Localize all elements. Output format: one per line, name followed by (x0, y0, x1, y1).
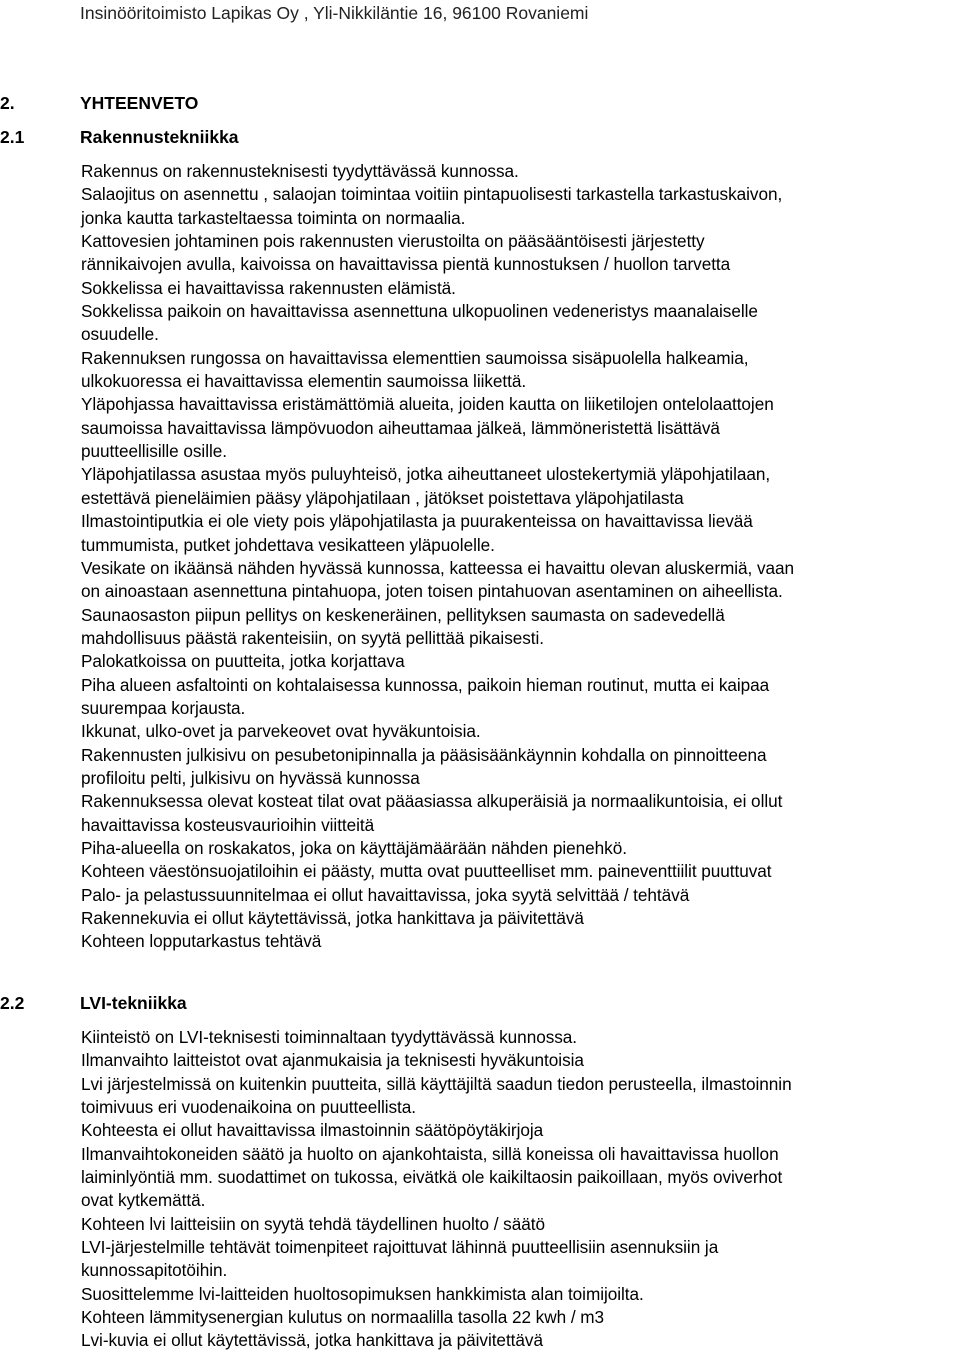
paragraph: Palo- ja pelastussuunnitelmaa ei ollut havaittavissa, joka syytä selvittää / tehtävä (81, 884, 690, 905)
paragraph: Yläpohjassa havaittavissa eristämättömiä alueita, joiden kautta on liiketilojen ontelolaattojen saumoissa havaittavissa lämpövuodon aiheuttamaa jälkeä, lämmöneristettä lisättävä puutteellisille osille. (81, 394, 774, 462)
section-heading-2-2 (0, 992, 187, 1014)
paragraph: Vesikate on ikäänsä nähden hyvässä kunnossa, katteessa ei havaittu olevan aluskermiä, vaan on ainoastaan asennettuna pintahuopa, joten toisen pintahuovan asentaminen on aiheellista. (81, 557, 795, 602)
section-number: 2. (0, 93, 15, 113)
section-heading-2-1 (0, 126, 239, 148)
paragraph: Sokkelissa ei havaittavissa rakennusten elämistä. (81, 277, 456, 298)
paragraph: Kattovesien johtaminen pois rakennusten vierustoilta on pääsääntöisesti järjestetty rännikaivojen avulla, kaivoissa on havaittavissa pientä kunnostuksen / huollon tarvetta (81, 231, 731, 275)
paragraph: Sokkelissa paikoin on havaittavissa asennettuna ulkopuolinen vedeneristys maanalaiselle osuudelle. (81, 301, 758, 345)
paragraph: Rakennuksessa olevat kosteat tilat ovat pääasiassa alkuperäisiä ja normaalikuntoisia, ei ollut havaittavissa kosteusvaurioihin viitteitä (81, 791, 783, 835)
paragraph: Kiinteistö on LVI-teknisesti toiminnaltaan tyydyttävässä kunnossa. (81, 1027, 578, 1047)
paragraph: Lvi-kuvia ei ollut käytettävissä, jotka hankittava ja päivitettävä (81, 1330, 543, 1351)
paragraph: Salaojitus on asennettu , salaojan toimintaa voitiin pintapuolisesti tarkastella tarkastuskaivon, jonka kautta tarkasteltaessa toiminta on normaalia. (81, 184, 783, 228)
section-heading-2 (0, 92, 198, 114)
paragraph: Ilmanvaihto laitteistot ovat ajanmukaisia ja teknisesti hyväkuntoisia (81, 1050, 584, 1071)
paragraph: Kohteen väestönsuojatiloihin ei päästy, mutta ovat puutteelliset mm. paineventtiilit puuttuvat (81, 861, 772, 882)
paragraph: LVI-järjestelmille tehtävät toimenpiteet rajoittuvat lähinnä puutteellisiin asennuksiin ja kunnossapitotöihin. (81, 1237, 719, 1281)
section-title: LVI-tekniikka (80, 993, 187, 1013)
paragraph: Rakennusten julkisivu on pesubetonipinnalla ja pääsisäänkäynnin kohdalla on pinnoitteena profiloitu pelti, julkisivu on hyvässä kunnossa (81, 744, 767, 788)
section-title: Rakennustekniikka (80, 127, 239, 147)
paragraph: Suosittelemme lvi-laitteiden huoltosopimuksen hankkimista alan toimijoilta. (81, 1283, 644, 1304)
paragraph: Yläpohjatilassa asustaa myös puluyhteisö, jotka aiheuttaneet ulostekertymiä yläpohjatilaan, estettävä pieneläimien pääsy yläpohjatilaan , jätökset poistettava yläpohjatilasta (81, 464, 771, 508)
paragraph: Piha alueen asfaltointi on kohtalaisessa kunnossa, paikoin hieman routinut, mutta ei kaipaa suurempaa korjausta. (81, 674, 770, 718)
paragraph: Rakennus on rakennusteknisesti tyydyttävässä kunnossa. (81, 161, 519, 181)
paragraph: Ikkunat, ulko-ovet ja parvekeovet ovat hyväkuntoisia. (81, 721, 481, 742)
paragraph: Piha-alueella on roskakatos, joka on käyttäjämäärään nähden pienehkö. (81, 837, 627, 858)
section-number: 2.2 (0, 993, 25, 1013)
paragraph: Rakennuksen rungossa on havaittavissa elementtien saumoissa sisäpuolella halkeamia, ulkokuoressa ei havaittavissa elementin saumoissa liikettä. (81, 347, 749, 392)
section-title: YHTEENVETO (80, 93, 199, 113)
paragraph: Kohteesta ei ollut havaittavissa ilmastoinnin säätöpöytäkirjoja (81, 1120, 544, 1141)
section-2-1-body (81, 160, 960, 954)
paragraph: Kohteen lvi laitteisiin on syytä tehdä täydellinen huolto / säätö (81, 1213, 545, 1234)
page-header: Insinööritoimisto Lapikas Oy , Yli-Nikkiläntie 16, 96100 Rovaniemi (80, 3, 589, 23)
paragraph: Saunaosaston piipun pellitys on keskeneräinen, pellityksen saumasta on sadevedellä mahdollisuus päästä rakenteisiin, on syytä pellittää pikaisesti. (81, 604, 725, 648)
paragraph: Lvi järjestelmissä on kuitenkin puutteita, sillä käyttäjiltä saadun tiedon perusteella, ilmastoinnin toimivuus eri vuodenaikoina on puutteellista. (81, 1073, 792, 1118)
paragraph: Ilmastointiputkia ei ole viety pois yläpohjatilasta ja puurakenteissa on havaittavissa lievää tummumista, putket johdettava vesikatteen yläpuolelle. (81, 511, 753, 555)
paragraph: Rakennekuvia ei ollut käytettävissä, jotka hankittava ja päivitettävä (81, 908, 584, 928)
paragraph: Kohteen lopputarkastus tehtävä (81, 931, 322, 952)
paragraph: Palokatkoissa on puutteita, jotka korjattava (81, 651, 405, 672)
paragraph: Ilmanvaihtokoneiden säätö ja huolto on ajankohtaista, sillä koneissa oli havaittavissa huollon laiminlyöntiä mm. suodattimet on tukossa, eivätkä ole kaikiltaosin paikoillaan, myös oviverhot ovat kytkemättä. (81, 1143, 783, 1211)
paragraph: Kohteen lämmitysenergian kulutus on normaalilla tasolla 22 kwh / m3 (81, 1307, 605, 1328)
section-number: 2.1 (0, 127, 25, 147)
section-2-2-body (81, 1026, 960, 1353)
